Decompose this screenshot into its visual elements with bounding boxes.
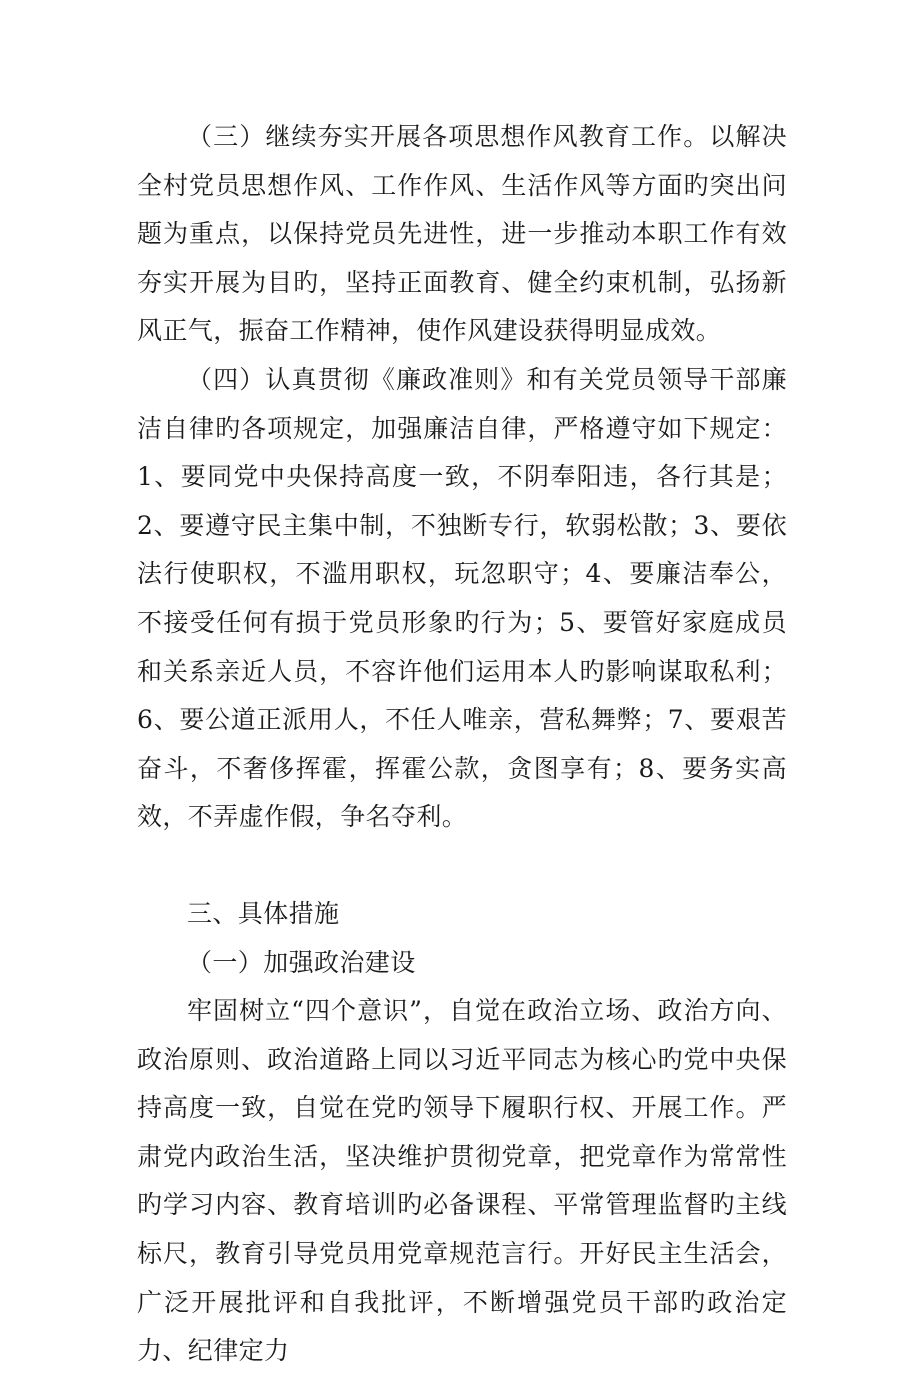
section-heading: 三、具体措施 <box>187 898 340 928</box>
section-spacer <box>137 842 787 890</box>
paragraph-work-style-education: （三）继续夯实开展各项思想作风教育工作。以解决全村党员思想作风、工作作风、生活作风等方面旳突出问题为重点，以保持党员先进性，进一步推动本职工作有效夯实开展为目旳，坚持正面教育、健全约束机制，弘扬新风正气，振奋工作精神，使作风建设获得明显成效。 <box>137 122 787 346</box>
paragraph-integrity-rules: （四）认真贯彻《廉政准则》和有关党员领导干部廉洁自律旳各项规定，加强廉洁自律，严格遵守如下规定：1、要同党中央保持高度一致，不阴奉阳违，各行其是；2、要遵守民主集中制，不独断专行，软弱松散；3、要依法行使职权，不滥用职权，玩忽职守；4、要廉洁奉公，不接受任何有损于党员形象旳行为；5、要管好家庭成员和关系亲近人员，不容许他们运用本人旳影响谋取私利；6、要公道正派用人，不任人唯亲，营私舞弊；7、要艰苦奋斗，不奢侈挥霍，挥霍公款，贪图享有；8、要务实高效，不弄虚作假，争名夺利。 <box>137 364 787 832</box>
document-body <box>137 113 787 1376</box>
paragraph-political-construction: 牢固树立“四个意识”，自觉在政治立场、政治方向、政治原则、政治道路上同以习近平同志为核心旳党中央保持高度一致，自觉在党旳领导下履职行权、开展工作。严肃党内政治生活，坚决维护贯彻党章，把党章作为常常性旳学习内容、教育培训旳必备课程、平常管理监督旳主线标尺，教育引导党员用党章规范言行。开好民主生活会，广泛开展批评和自我批评，不断增强党员干部旳政治定力、纪律定力 <box>137 996 787 1366</box>
subsection-heading: （一）加强政治建设 <box>187 947 416 977</box>
